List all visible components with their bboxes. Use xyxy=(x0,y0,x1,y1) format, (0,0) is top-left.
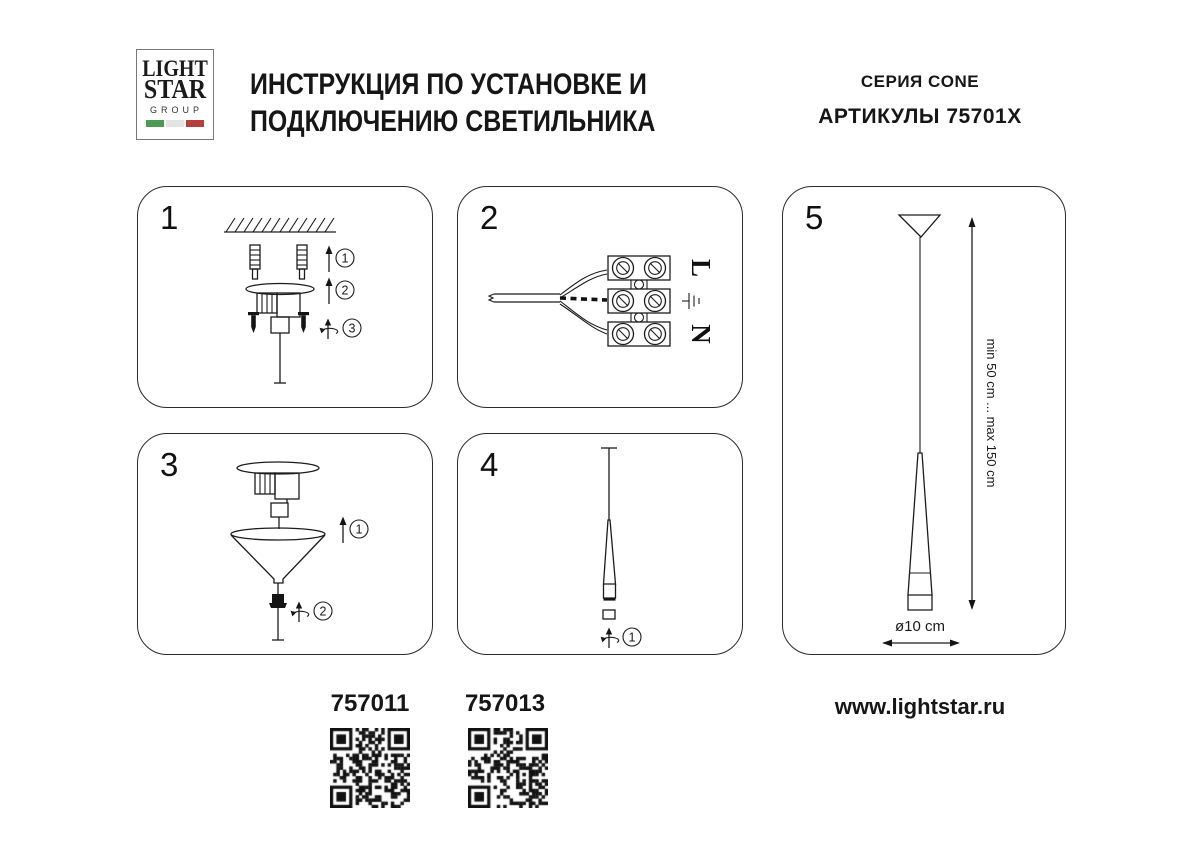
pendant-full-view xyxy=(899,215,940,610)
step-2-badge xyxy=(314,602,332,620)
step2-up-arrow xyxy=(326,278,333,305)
svg-text:1: 1 xyxy=(355,522,363,537)
qr-code-757011 xyxy=(330,728,410,808)
diameter-dimension xyxy=(882,618,960,647)
panel-step-4 xyxy=(457,433,743,655)
panel-4-diagram xyxy=(458,434,741,653)
panel-1-number: 1 xyxy=(160,199,179,236)
panel-step-1 xyxy=(137,186,433,408)
flag-red-segment xyxy=(186,120,204,127)
supply-cable xyxy=(489,270,607,334)
article-number-2: 757013 xyxy=(464,690,546,717)
panel-3-number: 3 xyxy=(160,446,179,483)
svg-text:3: 3 xyxy=(348,321,356,336)
diffuser-part xyxy=(603,610,615,619)
pendant-cone xyxy=(601,448,617,601)
panel-2-number: 2 xyxy=(480,199,499,236)
website-url: www.lightstar.ru xyxy=(834,694,1006,719)
series-block xyxy=(770,72,1070,129)
wall-plug-icon xyxy=(297,245,307,279)
logo-word-group: GROUP xyxy=(149,105,203,115)
series-name: СЕРИЯ CONE xyxy=(860,72,980,91)
ceiling-hatch xyxy=(224,218,336,232)
cable-grip xyxy=(269,594,287,640)
panel-5-diagram xyxy=(783,187,1064,653)
screw-icon xyxy=(298,312,309,333)
terminal-block xyxy=(608,256,670,346)
wall-plug-icon xyxy=(250,245,260,279)
panel-5-number: 5 xyxy=(805,199,824,236)
mounting-plate xyxy=(237,462,319,529)
panel-step-3 xyxy=(137,433,433,655)
flag-white-segment xyxy=(166,120,184,127)
step1-up-arrow xyxy=(326,246,333,273)
logo-word-light: LIGHT xyxy=(142,56,208,82)
panel-2-diagram xyxy=(458,187,741,406)
step3-rotate-arrow xyxy=(320,319,338,340)
title-line-1: ИНСТРУКЦИЯ ПО УСТАНОВКЕ И xyxy=(250,68,647,101)
svg-text:2: 2 xyxy=(341,283,349,298)
screw-icon xyxy=(248,312,259,333)
step1-rotate-arrow xyxy=(601,628,619,649)
step1-up-arrow xyxy=(340,517,347,544)
svg-text:1: 1 xyxy=(341,251,349,266)
height-dimension xyxy=(969,217,1000,610)
step2-rotate-arrow xyxy=(291,602,309,623)
earth-symbol xyxy=(682,293,699,309)
step-1-badge xyxy=(336,249,354,267)
italian-flag-stripe xyxy=(146,120,204,127)
logo-word-star: STAR xyxy=(143,75,207,105)
svg-text:2: 2 xyxy=(319,604,327,619)
panel-1-diagram xyxy=(138,187,431,406)
page-title xyxy=(250,66,655,140)
diameter-label: ø10 cm xyxy=(894,618,946,635)
height-range-label: min 50 cm ... max 150 cm xyxy=(984,338,999,488)
step-2-badge xyxy=(336,281,354,299)
lightstar-logo xyxy=(136,49,214,140)
step-1-badge xyxy=(350,520,368,538)
terminal-label-N: N xyxy=(686,324,716,344)
flag-green-segment xyxy=(146,120,164,127)
title-line-2: ПОДКЛЮЧЕНИЮ СВЕТИЛЬНИКА xyxy=(250,105,656,138)
panel-step-2 xyxy=(457,186,743,408)
panel-3-diagram xyxy=(138,434,431,653)
panel-4-number: 4 xyxy=(480,446,499,483)
svg-text:1: 1 xyxy=(628,630,636,645)
qr-code-757013 xyxy=(468,728,548,808)
step-1-badge xyxy=(623,628,641,646)
terminal-label-L: L xyxy=(686,258,716,278)
mounting-plate xyxy=(246,284,314,384)
panel-dimensions xyxy=(782,186,1066,655)
article-number-1: 757011 xyxy=(330,690,410,717)
articles-label: АРТИКУЛЫ 75701X xyxy=(818,105,1022,128)
step-3-badge xyxy=(343,319,361,337)
cone-canopy xyxy=(231,528,325,594)
